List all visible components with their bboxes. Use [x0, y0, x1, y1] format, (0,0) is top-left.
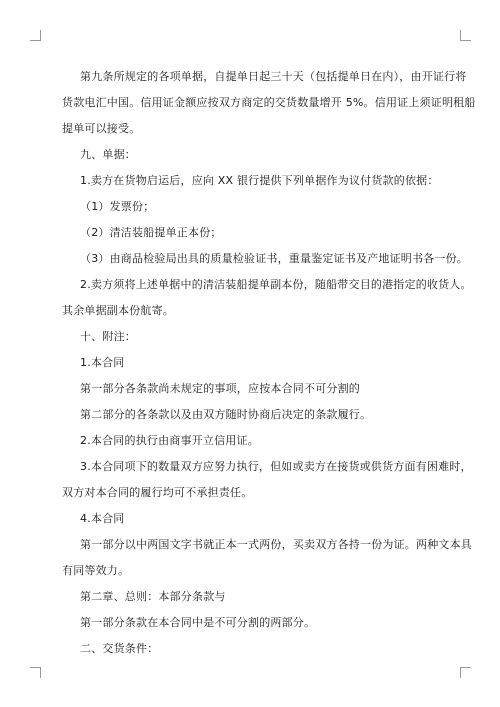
paragraph-line: 其余单据副本份航寄。	[62, 304, 174, 317]
section-heading: 九、单据：	[80, 148, 136, 161]
paragraph-line: 双方对本合同的履行均可不承担责任。	[62, 486, 253, 499]
paragraph-line: 货款电汇中国。信用证金额应按双方商定的交货数量增开 5%。信用证上须证明租船	[62, 96, 476, 109]
section-heading: 二、交货条件：	[80, 642, 159, 655]
paragraph-line: 2.卖方须将上述单据中的清洁装船提单副本份，随船带交目的港指定的收货人。	[80, 278, 472, 291]
list-item: （1）发票份；	[80, 200, 155, 213]
paragraph-line: 3.本合同项下的数量双方应努力执行，但如或卖方在接货或供货方面有困难时，	[80, 460, 472, 473]
section-heading: 十、附注：	[80, 330, 136, 343]
paragraph-line: 第一部分各条款尚未规定的事项，应按本合同不可分割的	[80, 382, 360, 395]
crop-mark-bottom-left	[30, 667, 41, 678]
list-item: （3）由商品检验局出具的质量检验证书，重量鉴定证书及产地证明书各一份。	[80, 252, 468, 265]
list-item: （2）清洁装船提单正本份；	[80, 226, 222, 239]
paragraph-line: 第九条所规定的各项单据，自提单日起三十天（包括提单日在内），由开证行将	[80, 70, 467, 83]
crop-mark-top-left	[30, 30, 41, 41]
document-body	[62, 64, 476, 662]
paragraph-line: 2.本合同的执行由商事开立信用证。	[80, 434, 259, 447]
paragraph-line: 提单可以接受。	[62, 122, 141, 135]
crop-mark-bottom-right	[460, 667, 471, 678]
paragraph-line: 第一部分以中两国文字书就正本一式两份，买卖双方各持一份为证。两种文本具	[80, 538, 472, 551]
chapter-heading: 第二章、总则：本部分条款与	[80, 590, 226, 603]
paragraph-line: 第二部分的各条款以及由双方随时协商后决定的条款履行。	[80, 408, 372, 421]
paragraph-line: 有同等效力。	[62, 564, 130, 577]
paragraph-line: 第一部分条款在本合同中是不可分割的两部分。	[80, 616, 316, 629]
paragraph-line: 4.本合同	[80, 512, 125, 525]
paragraph-line: 1.卖方在货物启运后，应向 XX 银行提供下列单据作为议付货款的依据：	[80, 174, 439, 187]
paragraph-line: 1.本合同	[80, 356, 125, 369]
crop-mark-top-right	[460, 30, 471, 41]
